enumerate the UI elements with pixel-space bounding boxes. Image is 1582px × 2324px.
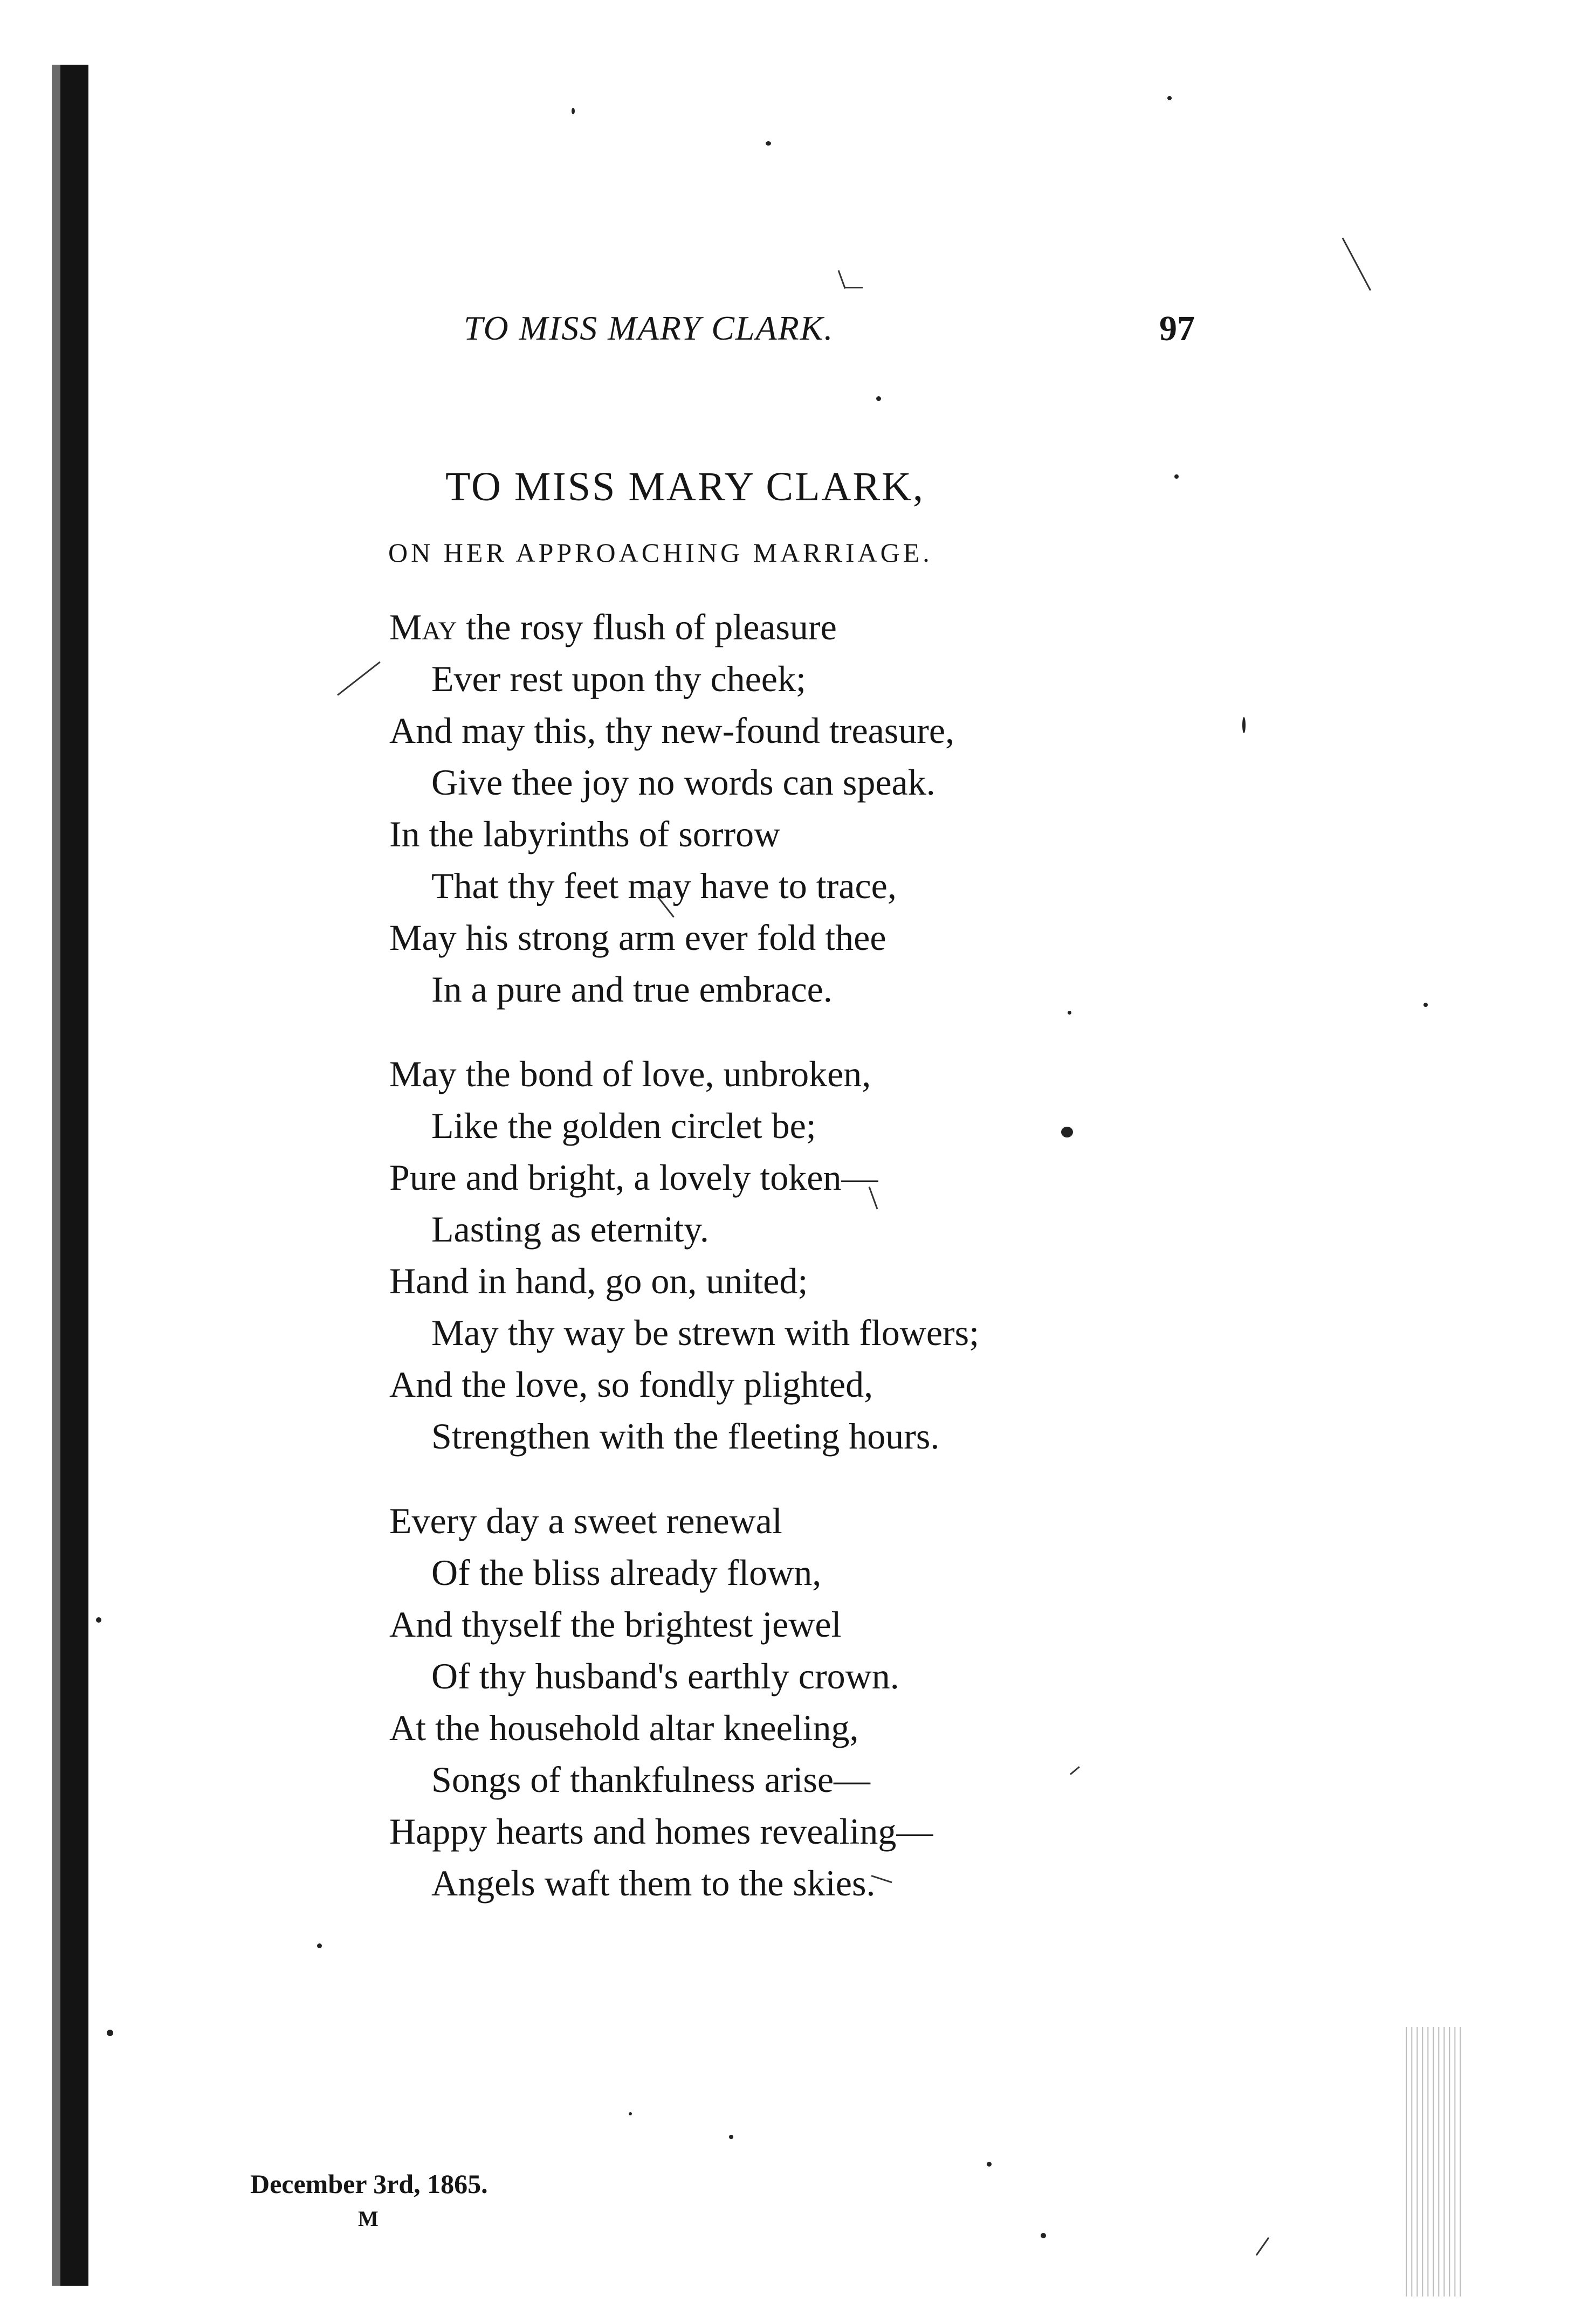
poem-line: And the love, so fondly plighted, bbox=[389, 1364, 873, 1405]
poem-line: Angels waft them to the skies. bbox=[431, 1863, 876, 1904]
page-number: 97 bbox=[1159, 309, 1195, 348]
poem-line: And may this, thy new-found treasure, bbox=[389, 710, 955, 751]
poem-line: May the bond of love, unbroken, bbox=[389, 1053, 871, 1094]
poem-body bbox=[389, 601, 979, 1942]
poem-line: Like the golden circlet be; bbox=[431, 1105, 816, 1146]
poem-title: TO MISS MARY CLARK, bbox=[445, 464, 925, 509]
poem-line: May his strong arm ever fold thee bbox=[389, 917, 886, 958]
poem-line bbox=[389, 601, 979, 653]
scan-speck bbox=[1061, 1127, 1073, 1137]
poem-line: At the household altar kneeling, bbox=[389, 1707, 859, 1748]
stanza-1 bbox=[389, 601, 979, 1015]
poem-line: May thy way be strewn with flowers; bbox=[431, 1312, 980, 1353]
poem-date: December 3rd, 1865. bbox=[250, 2169, 488, 2199]
scan-speck bbox=[987, 2162, 992, 2167]
scan-speck bbox=[1068, 1011, 1071, 1015]
poem-line: Hand in hand, go on, united; bbox=[389, 1260, 808, 1301]
scan-speck bbox=[317, 1943, 322, 1948]
page-edge-texture bbox=[1402, 2027, 1461, 2297]
poem-line: And thyself the brightest jewel bbox=[389, 1604, 842, 1645]
poem-line: In the labyrinths of sorrow bbox=[389, 813, 781, 854]
poem-subtitle: ON HER APPROACHING MARRIAGE. bbox=[388, 537, 933, 568]
pen-mark bbox=[1256, 2237, 1269, 2256]
poem-line-text: the rosy flush of pleasure bbox=[466, 606, 837, 647]
pen-mark bbox=[1342, 238, 1371, 291]
scan-speck bbox=[876, 396, 881, 401]
poem-signature: M bbox=[358, 2206, 379, 2231]
scan-speck bbox=[572, 108, 575, 114]
scan-speck bbox=[107, 2030, 113, 2036]
scan-speck bbox=[96, 1617, 101, 1623]
scan-speck bbox=[729, 2135, 733, 2139]
scan-speck bbox=[1242, 717, 1246, 733]
poem-line: That thy feet may have to trace, bbox=[431, 865, 897, 906]
poem-line: Ever rest upon thy cheek; bbox=[431, 658, 806, 699]
scan-speck bbox=[1174, 474, 1179, 479]
pen-mark bbox=[1070, 1766, 1080, 1775]
poem-line: In a pure and true embrace. bbox=[431, 969, 833, 1010]
scan-speck bbox=[1041, 2233, 1046, 2238]
binding-edge bbox=[60, 65, 88, 2286]
poem-line: Of thy husband's earthly crown. bbox=[431, 1656, 899, 1697]
poem-line: Songs of thankfulness arise— bbox=[431, 1759, 871, 1800]
pen-mark bbox=[337, 661, 381, 696]
poem-line: Happy hearts and homes revealing— bbox=[389, 1811, 933, 1852]
poem-line: Of the bliss already flown, bbox=[431, 1552, 822, 1593]
scan-speck bbox=[629, 2112, 632, 2115]
stanza-3 bbox=[389, 1495, 979, 1909]
drop-word: May bbox=[389, 606, 457, 647]
pen-mark bbox=[838, 270, 846, 289]
scan-speck bbox=[1423, 1003, 1428, 1007]
running-head: TO MISS MARY CLARK. bbox=[464, 309, 834, 347]
pen-mark bbox=[845, 287, 863, 288]
poem-line: Lasting as eternity. bbox=[431, 1209, 709, 1250]
poem-line: Give thee joy no words can speak. bbox=[431, 762, 936, 803]
poem-line: Every day a sweet renewal bbox=[389, 1500, 782, 1541]
scan-speck bbox=[1167, 96, 1172, 100]
poem-line: Pure and bright, a lovely token— bbox=[389, 1157, 878, 1198]
scan-speck bbox=[766, 141, 771, 146]
poem-line: Strengthen with the fleeting hours. bbox=[431, 1416, 940, 1457]
stanza-2 bbox=[389, 1048, 979, 1462]
